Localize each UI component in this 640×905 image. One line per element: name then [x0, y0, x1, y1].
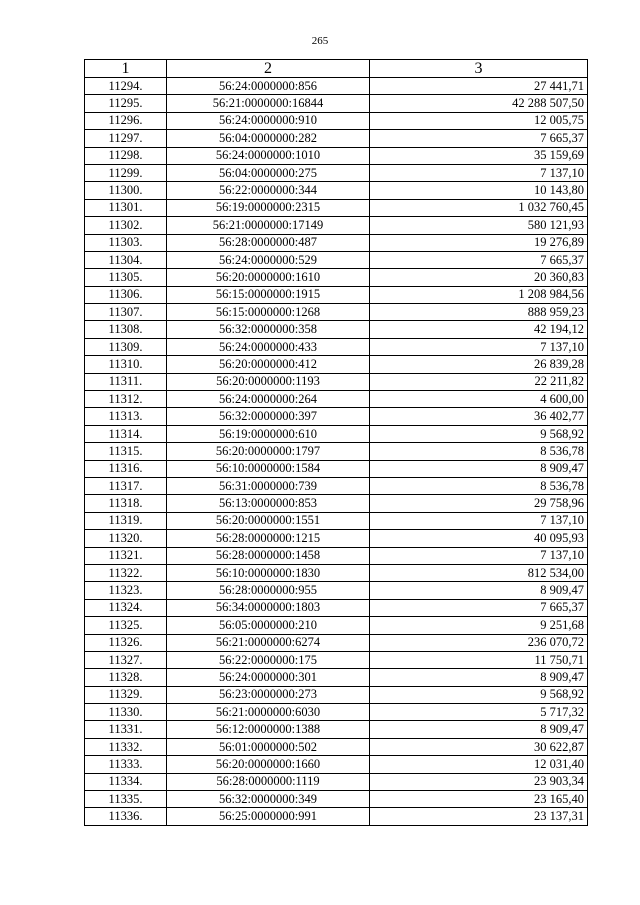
table-row [85, 269, 588, 286]
cadastral-number: 56:20:0000000:1193 [167, 373, 370, 390]
table-row [85, 164, 588, 181]
value-cell: 19 276,89 [370, 234, 588, 251]
cadastral-number: 56:23:0000000:273 [167, 686, 370, 703]
cadastral-number: 56:32:0000000:349 [167, 791, 370, 808]
table-row [85, 686, 588, 703]
value-cell: 9 568,92 [370, 425, 588, 442]
cadastral-number: 56:20:0000000:1610 [167, 269, 370, 286]
row-number: 11322. [85, 564, 167, 581]
value-cell: 36 402,77 [370, 408, 588, 425]
value-cell: 7 137,10 [370, 547, 588, 564]
column-header-3: 3 [370, 60, 588, 78]
cadastral-number: 56:24:0000000:910 [167, 112, 370, 129]
value-cell: 7 665,37 [370, 130, 588, 147]
row-number: 11331. [85, 721, 167, 738]
value-cell: 7 665,37 [370, 599, 588, 616]
table-row [85, 425, 588, 442]
cadastral-number: 56:32:0000000:397 [167, 408, 370, 425]
row-number: 11319. [85, 512, 167, 529]
value-cell: 8 909,47 [370, 721, 588, 738]
value-cell: 40 095,93 [370, 530, 588, 547]
table-row [85, 756, 588, 773]
value-cell: 22 211,82 [370, 373, 588, 390]
cadastral-number: 56:12:0000000:1388 [167, 721, 370, 738]
cadastral-number: 56:22:0000000:175 [167, 651, 370, 668]
cadastral-number: 56:28:0000000:487 [167, 234, 370, 251]
cadastral-number: 56:24:0000000:264 [167, 391, 370, 408]
value-cell: 29 758,96 [370, 495, 588, 512]
cadastral-number: 56:28:0000000:1215 [167, 530, 370, 547]
table-row [85, 234, 588, 251]
cadastral-number: 56:32:0000000:358 [167, 321, 370, 338]
cadastral-number: 56:20:0000000:412 [167, 356, 370, 373]
table-row [85, 321, 588, 338]
cadastral-number: 56:24:0000000:433 [167, 338, 370, 355]
value-cell: 9 251,68 [370, 617, 588, 634]
table-row [85, 78, 588, 95]
row-number: 11328. [85, 669, 167, 686]
row-number: 11333. [85, 756, 167, 773]
table-row [85, 669, 588, 686]
column-header-2: 2 [167, 60, 370, 78]
row-number: 11300. [85, 182, 167, 199]
value-cell: 8 909,47 [370, 582, 588, 599]
table-row [85, 651, 588, 668]
row-number: 11318. [85, 495, 167, 512]
row-number: 11329. [85, 686, 167, 703]
table-row [85, 199, 588, 216]
table-row [85, 599, 588, 616]
table-row [85, 773, 588, 790]
row-number: 11296. [85, 112, 167, 129]
cadastral-number: 56:25:0000000:991 [167, 808, 370, 825]
cadastral-number: 56:28:0000000:955 [167, 582, 370, 599]
row-number: 11332. [85, 738, 167, 755]
cadastral-number: 56:31:0000000:739 [167, 477, 370, 494]
row-number: 11306. [85, 286, 167, 303]
cadastral-number: 56:20:0000000:1660 [167, 756, 370, 773]
row-number: 11314. [85, 425, 167, 442]
row-number: 11310. [85, 356, 167, 373]
value-cell: 8 536,78 [370, 477, 588, 494]
cadastral-number: 56:22:0000000:344 [167, 182, 370, 199]
table-row [85, 547, 588, 564]
table-row [85, 721, 588, 738]
cadastral-number: 56:10:0000000:1830 [167, 564, 370, 581]
row-number: 11307. [85, 304, 167, 321]
value-cell: 12 031,40 [370, 756, 588, 773]
value-cell: 10 143,80 [370, 182, 588, 199]
row-number: 11313. [85, 408, 167, 425]
header-row [85, 60, 588, 78]
row-number: 11321. [85, 547, 167, 564]
cadastral-number: 56:21:0000000:6030 [167, 704, 370, 721]
value-cell: 20 360,83 [370, 269, 588, 286]
value-cell: 8 909,47 [370, 669, 588, 686]
row-number: 11327. [85, 651, 167, 668]
cadastral-number: 56:04:0000000:282 [167, 130, 370, 147]
page-number: 265 [311, 35, 329, 47]
row-number: 11309. [85, 338, 167, 355]
cadastral-number: 56:21:0000000:17149 [167, 217, 370, 234]
cadastral-number: 56:15:0000000:1915 [167, 286, 370, 303]
row-number: 11312. [85, 391, 167, 408]
row-number: 11305. [85, 269, 167, 286]
value-cell: 42 288 507,50 [370, 95, 588, 112]
table-header [85, 60, 588, 78]
data-table [84, 59, 588, 826]
value-cell: 35 159,69 [370, 147, 588, 164]
cadastral-number: 56:28:0000000:1119 [167, 773, 370, 790]
cadastral-number: 56:21:0000000:6274 [167, 634, 370, 651]
cadastral-number: 56:24:0000000:856 [167, 78, 370, 95]
cadastral-number: 56:13:0000000:853 [167, 495, 370, 512]
row-number: 11317. [85, 477, 167, 494]
value-cell: 42 194,12 [370, 321, 588, 338]
row-number: 11294. [85, 78, 167, 95]
value-cell: 888 959,23 [370, 304, 588, 321]
cadastral-number: 56:19:0000000:610 [167, 425, 370, 442]
table-row [85, 460, 588, 477]
cadastral-number: 56:24:0000000:1010 [167, 147, 370, 164]
row-number: 11324. [85, 599, 167, 616]
column-header-1: 1 [85, 60, 167, 78]
cadastral-number: 56:20:0000000:1551 [167, 512, 370, 529]
value-cell: 11 750,71 [370, 651, 588, 668]
table-row [85, 286, 588, 303]
value-cell: 4 600,00 [370, 391, 588, 408]
row-number: 11316. [85, 460, 167, 477]
value-cell: 23 165,40 [370, 791, 588, 808]
cadastral-number: 56:15:0000000:1268 [167, 304, 370, 321]
value-cell: 236 070,72 [370, 634, 588, 651]
row-number: 11323. [85, 582, 167, 599]
table-row [85, 251, 588, 268]
row-number: 11298. [85, 147, 167, 164]
cadastral-number: 56:01:0000000:502 [167, 738, 370, 755]
table-row [85, 338, 588, 355]
cadastral-number: 56:24:0000000:529 [167, 251, 370, 268]
row-number: 11335. [85, 791, 167, 808]
table-row [85, 477, 588, 494]
value-cell: 23 137,31 [370, 808, 588, 825]
table-row [85, 617, 588, 634]
value-cell: 12 005,75 [370, 112, 588, 129]
row-number: 11311. [85, 373, 167, 390]
cadastral-number: 56:34:0000000:1803 [167, 599, 370, 616]
table-row [85, 530, 588, 547]
value-cell: 7 137,10 [370, 512, 588, 529]
table-body [85, 78, 588, 826]
value-cell: 30 622,87 [370, 738, 588, 755]
cadastral-number: 56:28:0000000:1458 [167, 547, 370, 564]
value-cell: 1 032 760,45 [370, 199, 588, 216]
cadastral-number: 56:04:0000000:275 [167, 164, 370, 181]
cadastral-number: 56:24:0000000:301 [167, 669, 370, 686]
value-cell: 23 903,34 [370, 773, 588, 790]
row-number: 11295. [85, 95, 167, 112]
table-row [85, 808, 588, 825]
row-number: 11302. [85, 217, 167, 234]
table-row [85, 130, 588, 147]
table-row [85, 182, 588, 199]
cadastral-number: 56:20:0000000:1797 [167, 443, 370, 460]
row-number: 11330. [85, 704, 167, 721]
table-row [85, 112, 588, 129]
value-cell: 9 568,92 [370, 686, 588, 703]
row-number: 11336. [85, 808, 167, 825]
table-row [85, 495, 588, 512]
row-number: 11303. [85, 234, 167, 251]
value-cell: 27 441,71 [370, 78, 588, 95]
row-number: 11304. [85, 251, 167, 268]
table-row [85, 704, 588, 721]
cadastral-number: 56:19:0000000:2315 [167, 199, 370, 216]
value-cell: 8 536,78 [370, 443, 588, 460]
table-row [85, 791, 588, 808]
row-number: 11326. [85, 634, 167, 651]
row-number: 11308. [85, 321, 167, 338]
row-number: 11325. [85, 617, 167, 634]
table-row [85, 95, 588, 112]
table-row [85, 582, 588, 599]
row-number: 11315. [85, 443, 167, 460]
table-row [85, 443, 588, 460]
value-cell: 26 839,28 [370, 356, 588, 373]
table-row [85, 373, 588, 390]
table-row [85, 408, 588, 425]
cadastral-number: 56:05:0000000:210 [167, 617, 370, 634]
table-row [85, 356, 588, 373]
value-cell: 7 137,10 [370, 338, 588, 355]
row-number: 11299. [85, 164, 167, 181]
cadastral-number: 56:10:0000000:1584 [167, 460, 370, 477]
table-row [85, 217, 588, 234]
value-cell: 7 137,10 [370, 164, 588, 181]
value-cell: 1 208 984,56 [370, 286, 588, 303]
table-row [85, 512, 588, 529]
table-row [85, 634, 588, 651]
table-row [85, 738, 588, 755]
table-row [85, 564, 588, 581]
value-cell: 5 717,32 [370, 704, 588, 721]
value-cell: 7 665,37 [370, 251, 588, 268]
value-cell: 812 534,00 [370, 564, 588, 581]
row-number: 11301. [85, 199, 167, 216]
value-cell: 8 909,47 [370, 460, 588, 477]
cadastral-number: 56:21:0000000:16844 [167, 95, 370, 112]
row-number: 11297. [85, 130, 167, 147]
table-row [85, 304, 588, 321]
value-cell: 580 121,93 [370, 217, 588, 234]
row-number: 11320. [85, 530, 167, 547]
row-number: 11334. [85, 773, 167, 790]
table-row [85, 147, 588, 164]
table-row [85, 391, 588, 408]
